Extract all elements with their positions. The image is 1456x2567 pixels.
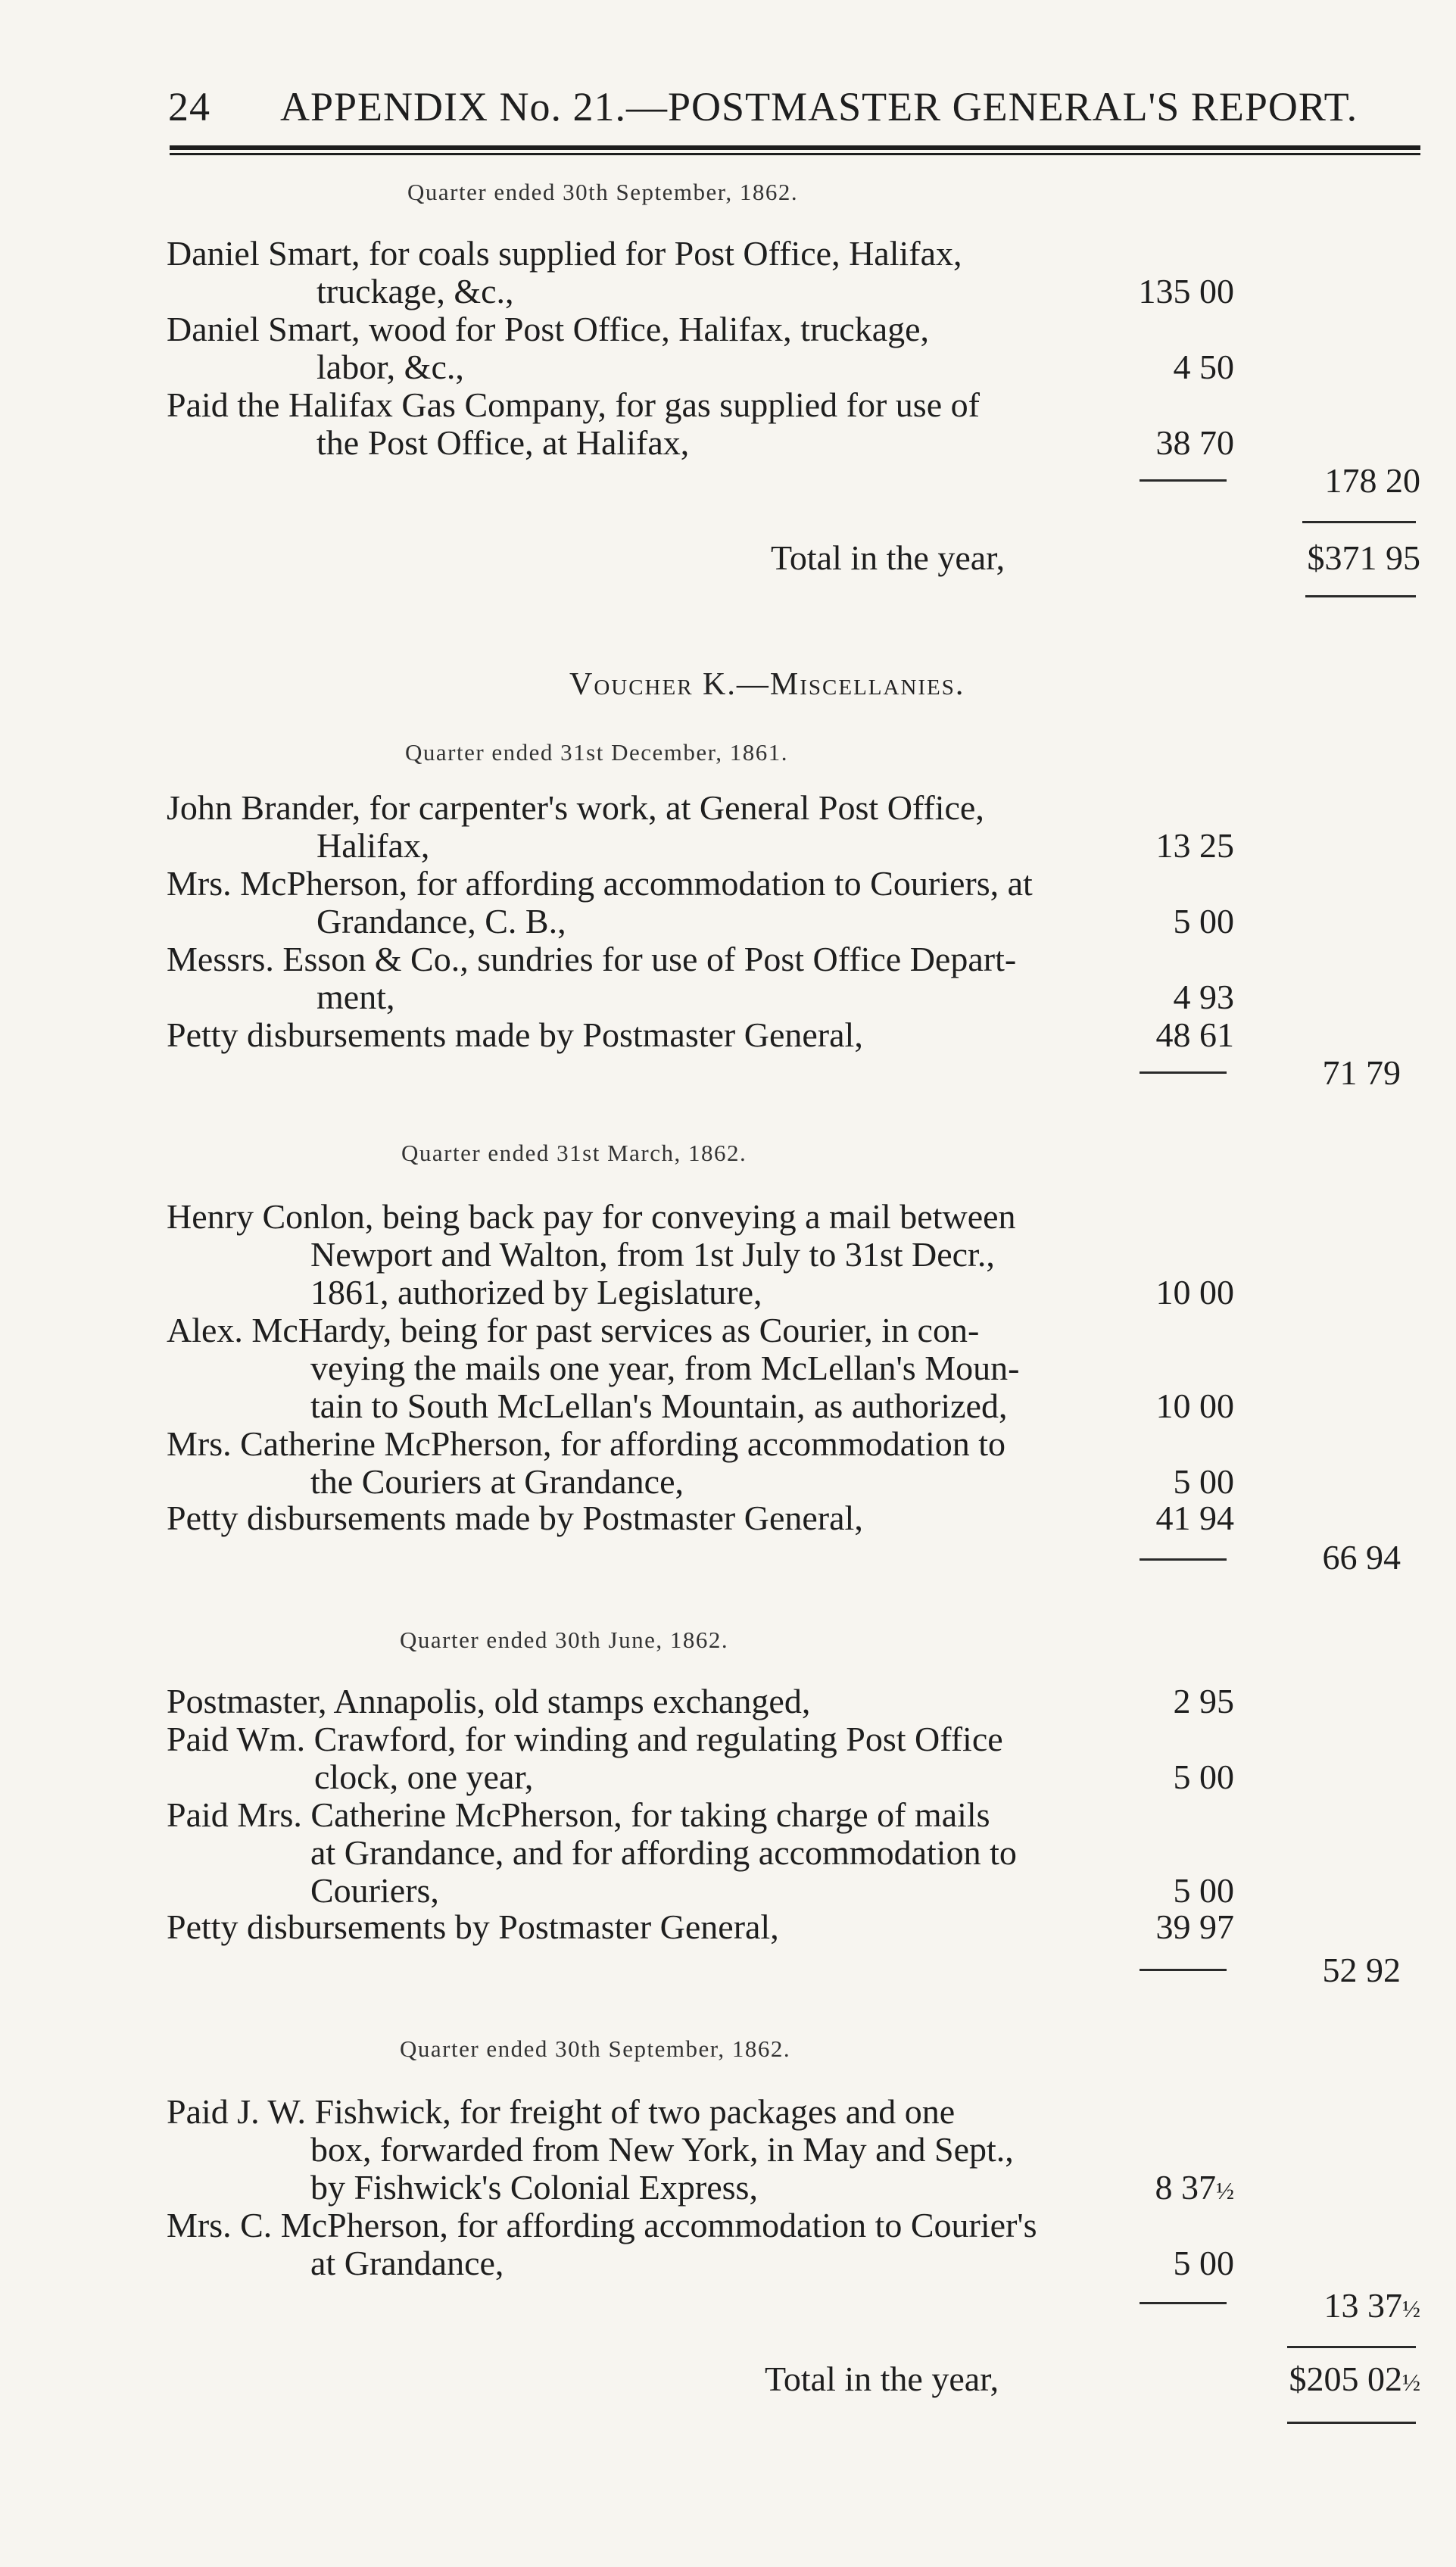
quarter-heading: Quarter ended 31st March, 1862. bbox=[401, 1140, 747, 1166]
entry-line: labor, &c., bbox=[316, 348, 464, 386]
header-rule bbox=[170, 145, 1420, 150]
header-rule-thin bbox=[170, 153, 1420, 155]
column-rule bbox=[1140, 1558, 1227, 1561]
quarter-heading: Quarter ended 30th September, 1862. bbox=[407, 179, 799, 205]
entry-amount: 48 61 bbox=[1155, 1015, 1234, 1054]
entry-amount: 13 25 bbox=[1155, 826, 1234, 865]
entry-line: truckage, &c., bbox=[316, 272, 514, 310]
column-rule bbox=[1140, 1969, 1227, 1971]
running-head bbox=[168, 83, 1417, 129]
page-number: 24 bbox=[168, 84, 210, 129]
total-main: $205 02 bbox=[1289, 2360, 1402, 2398]
total-rule bbox=[1302, 521, 1416, 523]
total-rule bbox=[1287, 2346, 1416, 2348]
entry-line: at Grandance, bbox=[310, 2244, 504, 2282]
entry-amount: 5 00 bbox=[1173, 2244, 1234, 2282]
voucher-heading: Voucher K.—Miscellanies. bbox=[569, 667, 965, 702]
entry-amount: 10 00 bbox=[1155, 1273, 1234, 1312]
entry-line: at Grandance, and for affording accommodation to bbox=[310, 1833, 1017, 1872]
amount-fraction: ½ bbox=[1216, 2177, 1234, 2204]
entry-line: the Couriers at Grandance, bbox=[310, 1462, 684, 1501]
column-rule bbox=[1140, 1071, 1227, 1074]
entry-amount: 2 95 bbox=[1173, 1682, 1234, 1720]
entry-line: Petty disbursements made by Postmaster General, bbox=[167, 1015, 863, 1054]
entry-line: Mrs. Catherine McPherson, for affording accommodation to bbox=[167, 1424, 1005, 1463]
entry-line: by Fishwick's Colonial Express, bbox=[310, 2168, 758, 2207]
subtotal-main: 13 37 bbox=[1323, 2286, 1402, 2325]
total-label: Total in the year, bbox=[765, 2360, 999, 2398]
entry-line: 1861, authorized by Legislature, bbox=[310, 1273, 762, 1312]
entry-line: Newport and Walton, from 1st July to 31st Decr., bbox=[310, 1235, 995, 1274]
total-double-rule bbox=[1305, 595, 1416, 597]
entry-line: Mrs. McPherson, for affording accommodation to Couriers, at bbox=[167, 864, 1033, 903]
entry-line: Petty disbursements made by Postmaster General, bbox=[167, 1499, 863, 1537]
entry-line: Messrs. Esson & Co., sundries for use of Post Office Depart- bbox=[167, 940, 1017, 978]
subtotal-fraction: ½ bbox=[1402, 2295, 1420, 2322]
entry-line: box, forwarded from New York, in May and Sept., bbox=[310, 2130, 1014, 2169]
quarter-subtotal: 66 94 bbox=[1322, 1538, 1401, 1577]
year-total: $371 95 bbox=[1307, 538, 1420, 577]
entry-amount bbox=[1068, 2167, 1234, 2207]
column-rule bbox=[1140, 2302, 1227, 2304]
quarter-subtotal: 178 20 bbox=[1324, 461, 1420, 500]
entry-amount: 5 00 bbox=[1173, 1871, 1234, 1910]
entry-line: Mrs. C. McPherson, for affording accommodation to Courier's bbox=[167, 2206, 1037, 2244]
entry-line: John Brander, for carpenter's work, at General Post Office, bbox=[167, 788, 984, 827]
entry-line: Halifax, bbox=[316, 826, 430, 865]
year-total bbox=[1239, 2359, 1420, 2399]
quarter-heading: Quarter ended 30th September, 1862. bbox=[400, 2035, 791, 2062]
entry-line: Daniel Smart, wood for Post Office, Halifax, truckage, bbox=[167, 310, 930, 348]
entry-amount: 39 97 bbox=[1155, 1907, 1234, 1946]
entry-line: Alex. McHardy, being for past services as Courier, in con- bbox=[167, 1311, 980, 1349]
entry-line: Paid the Halifax Gas Company, for gas supplied for use of bbox=[167, 385, 980, 424]
entry-amount: 5 00 bbox=[1173, 902, 1234, 940]
entry-amount: 10 00 bbox=[1155, 1386, 1234, 1425]
quarter-subtotal bbox=[1239, 2285, 1420, 2325]
total-fraction: ½ bbox=[1402, 2369, 1420, 2396]
entry-line: Paid Wm. Crawford, for winding and regulating Post Office bbox=[167, 1720, 1003, 1758]
entry-amount: 5 00 bbox=[1173, 1462, 1234, 1501]
entry-line: tain to South McLellan's Mountain, as authorized, bbox=[310, 1386, 1008, 1425]
column-rule bbox=[1140, 479, 1227, 482]
page-title: APPENDIX No. 21.—POSTMASTER GENERAL'S REPORT. bbox=[280, 84, 1358, 129]
entry-line: the Post Office, at Halifax, bbox=[316, 423, 690, 462]
entry-line: Couriers, bbox=[310, 1871, 439, 1910]
entry-amount: 4 50 bbox=[1173, 348, 1234, 386]
total-label: Total in the year, bbox=[771, 538, 1005, 577]
entry-line: veying the mails one year, from McLellan's Moun- bbox=[310, 1349, 1020, 1387]
entry-line: ment, bbox=[316, 978, 395, 1016]
entry-line: Paid J. W. Fishwick, for freight of two packages and one bbox=[167, 2092, 956, 2131]
entry-amount: 4 93 bbox=[1173, 978, 1234, 1016]
total-double-rule bbox=[1287, 2422, 1416, 2424]
amount-main: 8 37 bbox=[1155, 2168, 1216, 2207]
entry-amount: 38 70 bbox=[1155, 423, 1234, 462]
entry-amount: 41 94 bbox=[1155, 1499, 1234, 1537]
entry-line: Henry Conlon, being back pay for conveying a mail between bbox=[167, 1197, 1016, 1236]
quarter-heading: Quarter ended 31st December, 1861. bbox=[405, 739, 788, 766]
entry-amount: 5 00 bbox=[1173, 1758, 1234, 1796]
quarter-subtotal: 71 79 bbox=[1322, 1053, 1401, 1092]
entry-line: clock, one year, bbox=[314, 1758, 534, 1796]
entry-line: Daniel Smart, for coals supplied for Post Office, Halifax, bbox=[167, 234, 962, 273]
entry-line: Postmaster, Annapolis, old stamps exchanged, bbox=[167, 1682, 811, 1720]
quarter-heading: Quarter ended 30th June, 1862. bbox=[400, 1627, 729, 1653]
entry-line: Grandance, C. B., bbox=[316, 902, 566, 940]
entry-line: Paid Mrs. Catherine McPherson, for taking charge of mails bbox=[167, 1795, 990, 1834]
entry-amount: 135 00 bbox=[1138, 272, 1234, 310]
entry-line: Petty disbursements by Postmaster General, bbox=[167, 1907, 779, 1946]
quarter-subtotal: 52 92 bbox=[1322, 1951, 1401, 1989]
